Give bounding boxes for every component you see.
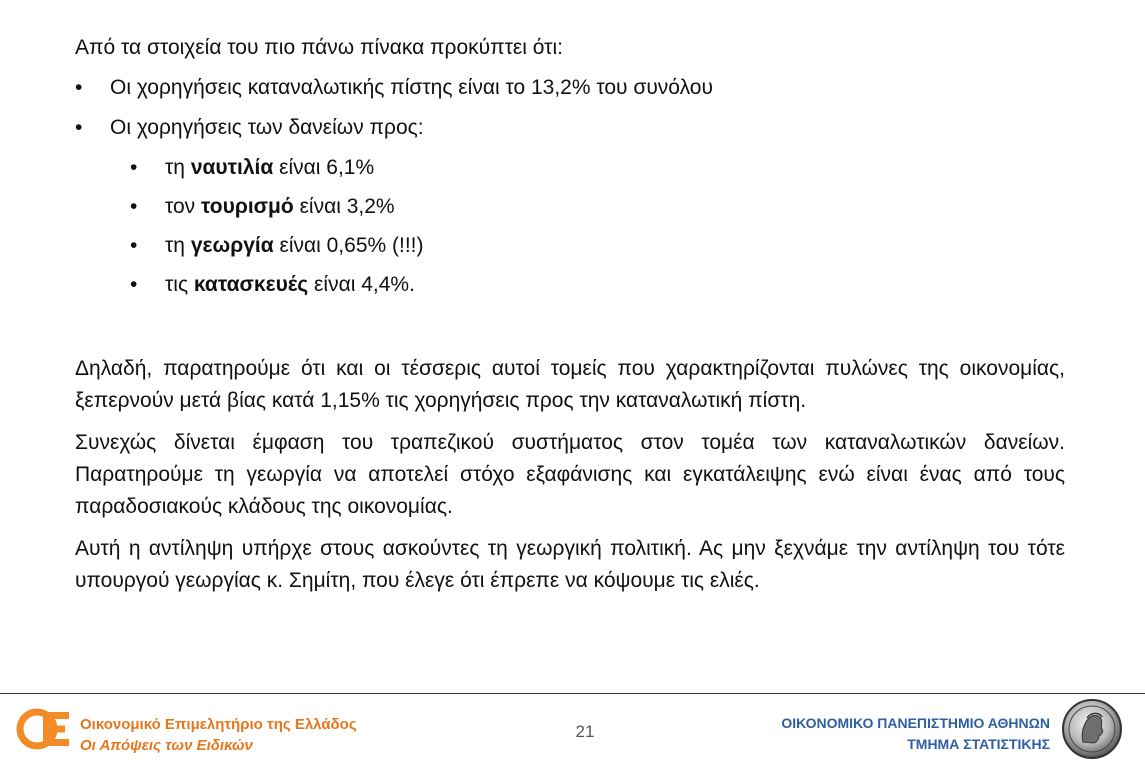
bullet-text: Οι χορηγήσεις καταναλωτικής πίστης είναι το 13,2% του συνόλου bbox=[110, 76, 713, 99]
sub-bullet-post: είναι 6,1% bbox=[273, 156, 375, 179]
sub-bullet-item bbox=[130, 152, 1065, 191]
chamber-footer bbox=[80, 714, 357, 756]
sub-bullet-sector: ναυτιλία bbox=[190, 156, 274, 179]
sub-bullet-sector: κατασκευές bbox=[193, 273, 309, 296]
body-paragraph: Συνεχώς δίνεται έμφαση του τραπεζικού συστήματος στον τομέα των καταναλωτικών δανείων. Παρατηρούμε τη γεωργία να αποτελεί στόχο εξαφάνισης και εγκατάλειψης ενώ είναι ένας από τους παραδοσιακούς κλάδους της οικονομίας. bbox=[75, 431, 1065, 518]
intro-text: Από τα στοιχεία του πιο πάνω πίνακα προκύπτει ότι: bbox=[75, 36, 563, 59]
university-name: ΟΙΚΟΝΟΜΙΚΟ ΠΑΝΕΠΙΣΤΗΜΙΟ ΑΘΗΝΩΝ bbox=[781, 715, 1050, 731]
sub-bullet-item bbox=[130, 269, 1065, 308]
body-paragraph: Αυτή η αντίληψη υπήρχε στους ασκούντες τη γεωργική πολιτική. Ας μην ξεχνάμε την αντίληψη του τότε υπουργού γεωργίας κ. Σημίτη, που έλεγε ότι έπρεπε να κόψουμε τις ελιές. bbox=[75, 537, 1065, 592]
page-number: 21 bbox=[575, 722, 595, 741]
sub-bullet-post: είναι 0,65% (!!!) bbox=[273, 234, 424, 257]
sub-bullet-sector: γεωργία bbox=[190, 234, 274, 257]
footer-divider bbox=[0, 693, 1145, 694]
sub-bullet-list bbox=[75, 152, 1065, 308]
sub-bullet-post: είναι 4,4%. bbox=[308, 273, 415, 296]
bullet-list bbox=[75, 72, 1065, 152]
bullet-text: Οι χορηγήσεις των δανείων προς: bbox=[110, 116, 424, 139]
chamber-title: Οικονομικό Επιμελητήριο της Ελλάδος bbox=[80, 716, 357, 733]
department-name: ΤΜΗΜΑ ΣΤΑΤΙΣΤΙΚΗΣ bbox=[907, 736, 1050, 752]
chamber-subtitle: Οι Απόψεις των Ειδικών bbox=[80, 737, 253, 754]
slide-body bbox=[75, 32, 1065, 607]
oe-logo-icon bbox=[15, 706, 73, 752]
sub-bullet-pre: τον bbox=[165, 195, 202, 218]
university-footer bbox=[781, 713, 1050, 755]
sub-bullet-post: είναι 3,2% bbox=[293, 195, 395, 218]
body-paragraph: Δηλαδή, παρατηρούμε ότι και οι τέσσερις αυτοί τομείς που χαρακτηρίζονται πυλώνες της οικονομίας, ξεπερνούν μετά βίας κατά 1,15% τις χορηγήσεις προς την καταναλωτική πίστη. bbox=[75, 357, 1065, 412]
university-seal-icon bbox=[1061, 698, 1123, 760]
sub-bullet-item bbox=[130, 191, 1065, 230]
bullet-item bbox=[75, 112, 1065, 152]
sub-bullet-pre: τη bbox=[165, 234, 191, 257]
sub-bullet-item bbox=[130, 230, 1065, 269]
sub-bullet-pre: τις bbox=[165, 273, 194, 296]
sub-bullet-sector: τουρισμό bbox=[201, 195, 294, 218]
sub-bullet-pre: τη bbox=[165, 156, 191, 179]
bullet-item bbox=[75, 72, 1065, 112]
